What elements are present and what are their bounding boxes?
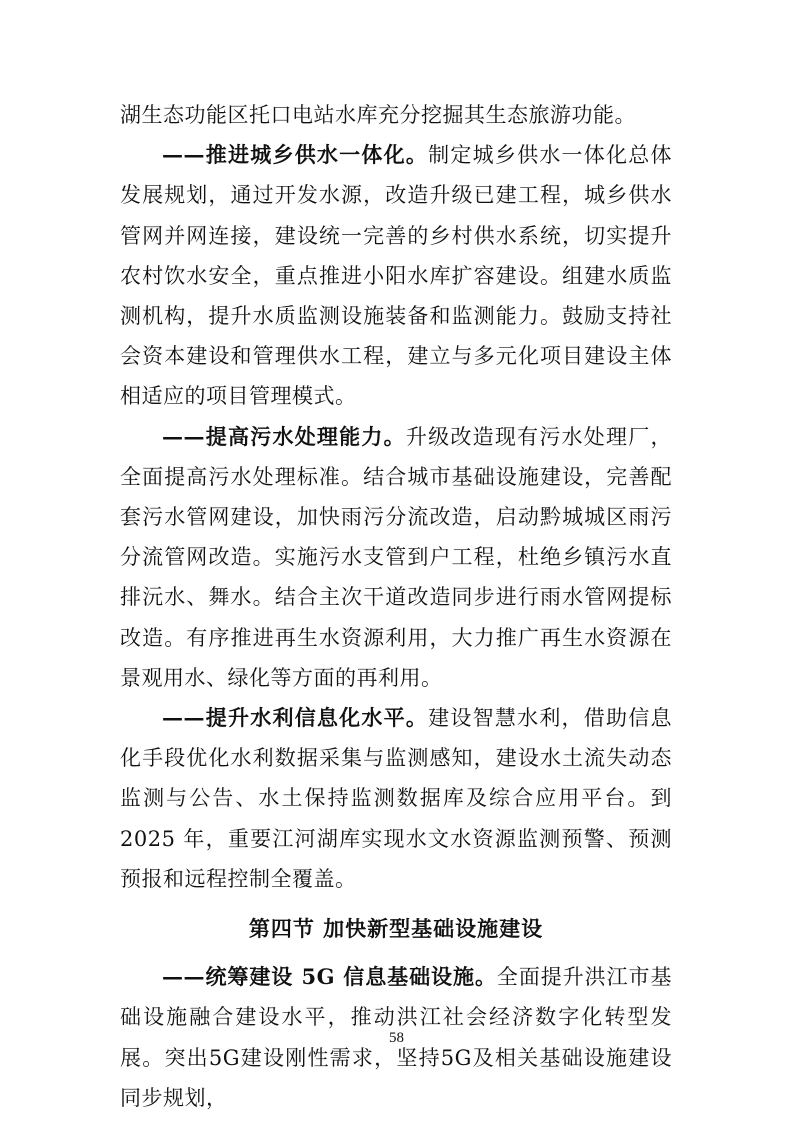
section-title: 第四节 加快新型基础设施建设	[248, 916, 544, 942]
paragraph-sewage	[120, 417, 672, 698]
paragraph-lead: ——提升水利信息化水平。	[162, 705, 429, 731]
paragraph-text: 湖生态功能区托口电站水库充分挖掘其生态旅游功能。	[120, 103, 636, 127]
paragraph-text: 制定城乡供水一体化总体发展规划，通过开发水源，改造升级已建工程，城乡供水管网并网连接，建设统一完善的乡村供水系统，切实提升农村饮水安全，重点推进小阳水库扩容建设。组建水质监测机构，提升水质监测设施装备和监测能力。鼓励支持社会资本建设和管理供水工程，建立与多元化项目建设主体相适应的项目管理模式。	[120, 143, 673, 409]
paragraph-text: 升级改造现有污水处理厂，全面提高污水处理标准。结合城市基础设施建设，完善配套污水管网建设，加快雨污分流改造，启动黔城城区雨污分流管网改造。实施污水支管到户工程，杜绝乡镇污水直排沅水、舞水。结合主次干道改造同步进行雨水管网提标改造。有序推进再生水资源利用，大力推广再生水资源在景观用水、绿化等方面的再利用。	[120, 424, 673, 690]
paragraph-text: 建设智慧水利，借助信息化手段优化水利数据采集与监测感知，建设水土流失动态监测与公告、水土保持监测数据库及综合应用平台。到 2025 年，重要江河湖库实现水文水资源监测预警、预测预报和远程控制全覆盖。	[120, 706, 673, 891]
paragraph-text: 全面提升洪江市基础设施融合建设水平，推动洪江社会经济数字化转型发展。突出5G建设刚性需求，坚持5G及相关基础设施建设同步规划，	[120, 965, 672, 1110]
paragraph-water-supply	[120, 135, 672, 416]
paragraph-continuation	[120, 95, 672, 135]
paragraph-lead: ——推进城乡供水一体化。	[162, 142, 429, 168]
page-number: 58	[389, 1030, 404, 1046]
paragraph-lead: ——统筹建设 5G 信息基础设施。	[162, 964, 497, 990]
body-text	[120, 95, 672, 1118]
paragraph-informatization	[120, 698, 672, 899]
paragraph-lead: ——提高污水处理能力。	[162, 423, 406, 449]
